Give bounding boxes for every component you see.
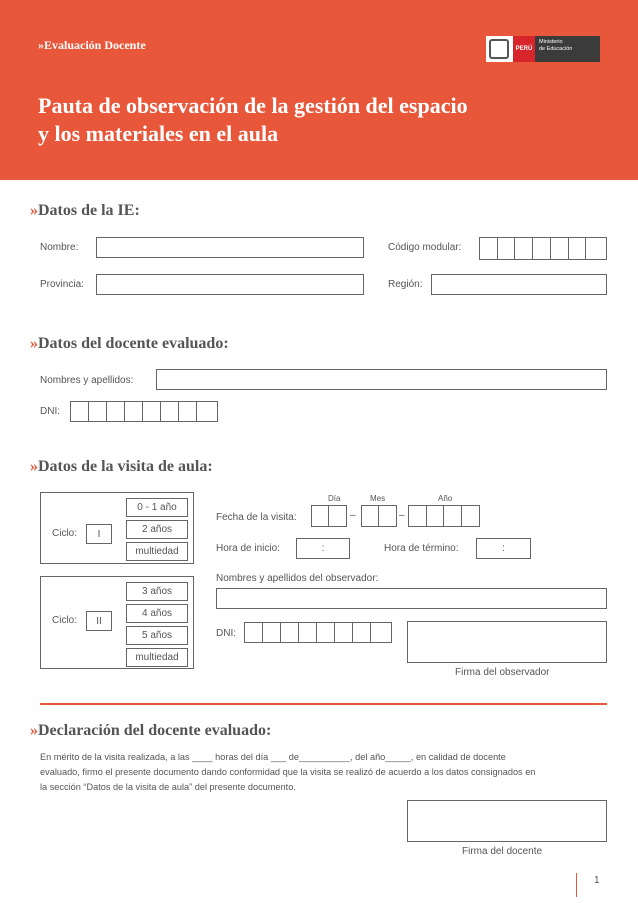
declaracion-text [40,750,607,795]
section-marker: » [30,458,38,475]
mes-field[interactable] [361,505,397,527]
section-title-text: Datos del docente evaluado: [38,335,229,352]
ciclo-1-label: Ciclo: [52,528,78,539]
logo-ministry-line1: Ministerio [539,39,563,45]
logo-ministry-line2: de Educación [539,46,573,52]
date-separator: – [350,510,356,521]
ciclo-2-option[interactable]: 4 años [126,604,188,623]
observador-dni-label: DNI: [216,628,236,639]
firma-docente-box[interactable] [407,800,607,842]
ciclo-2-option[interactable]: 3 años [126,582,188,601]
observador-label: Nombres y apellidos del observador: [216,573,379,584]
section-title-text: Datos de la IE: [38,202,140,219]
header-banner [0,0,638,180]
section-title-text: Datos de la visita de aula: [38,458,213,475]
brand-label: »Evaluación Docente [38,38,146,52]
observador-field[interactable] [216,588,607,609]
ciclo-1-option[interactable]: 2 años [126,520,188,539]
section-title-visita [30,458,213,476]
nombres-apellidos-field[interactable] [156,369,607,390]
hora-termino-label: Hora de término: [384,543,459,554]
hora-inicio-field[interactable]: : [296,538,350,559]
ciclo-2-label: Ciclo: [52,615,78,626]
page-title-line1: Pauta de observación de la gestión del espacio [38,93,468,118]
declaracion-line: En mérito de la visita realizada, a las ____ horas del día ___ de__________, del año_____, en calidad de docente [40,752,506,762]
provincia-field[interactable] [96,274,364,295]
anio-field[interactable] [408,505,480,527]
logo-country: PERÚ [513,36,535,62]
mes-label: Mes [370,494,386,503]
ciclo-1-option[interactable]: 0 - 1 año [126,498,188,517]
codigo-modular-label: Código modular: [388,242,462,253]
section-title-text: Declaración del docente evaluado: [38,722,272,739]
region-label: Región: [388,279,423,290]
dia-label: Día [328,494,341,503]
region-field[interactable] [431,274,607,295]
ciclo-1-option[interactable]: multiedad [126,542,188,561]
hora-termino-field[interactable]: : [476,538,531,559]
section-marker: » [30,335,38,352]
provincia-label: Provincia: [40,279,84,290]
section-marker: » [30,202,38,219]
nombre-field[interactable] [96,237,364,258]
ciclo-1-value[interactable]: I [86,524,112,544]
ciclo-2-value[interactable]: II [86,611,112,631]
nombres-apellidos-label: Nombres y apellidos: [40,375,134,386]
dni-label: DNI: [40,406,60,417]
dni-field[interactable] [70,401,218,422]
page-title [38,92,598,148]
section-title-ie [30,202,140,220]
firma-docente-label: Firma del docente [462,846,543,857]
declaracion-line: evaluado, firmo el presente documento dando conformidad que la visita se realizó de acuerdo a los datos consignados en [40,767,536,777]
coat-of-arms-icon [489,39,509,59]
ciclo-2-option[interactable]: multiedad [126,648,188,667]
firma-observador-label: Firma del observador [455,667,550,678]
hora-inicio-label: Hora de inicio: [216,543,280,554]
date-separator: – [399,510,405,521]
declaracion-line: la sección “Datos de la visita de aula” del presente documento. [40,782,296,792]
logo-ministry [535,36,600,62]
ministry-logo [486,36,600,62]
page-number-bar [576,873,577,897]
page-title-line2: y los materiales en el aula [38,121,279,146]
ciclo-2-option[interactable]: 5 años [126,626,188,645]
section-marker: » [30,722,38,739]
section-title-declaracion [30,722,271,740]
nombre-label: Nombre: [40,242,79,253]
section-divider [40,703,607,705]
firma-observador-box[interactable] [407,621,607,663]
dia-field[interactable] [311,505,347,527]
anio-label: Año [438,494,453,503]
page-number: 1 [594,875,600,886]
fecha-visita-label: Fecha de la visita: [216,512,297,523]
observador-dni-field[interactable] [244,622,392,643]
section-title-docente [30,335,229,353]
codigo-modular-field[interactable] [479,237,607,260]
